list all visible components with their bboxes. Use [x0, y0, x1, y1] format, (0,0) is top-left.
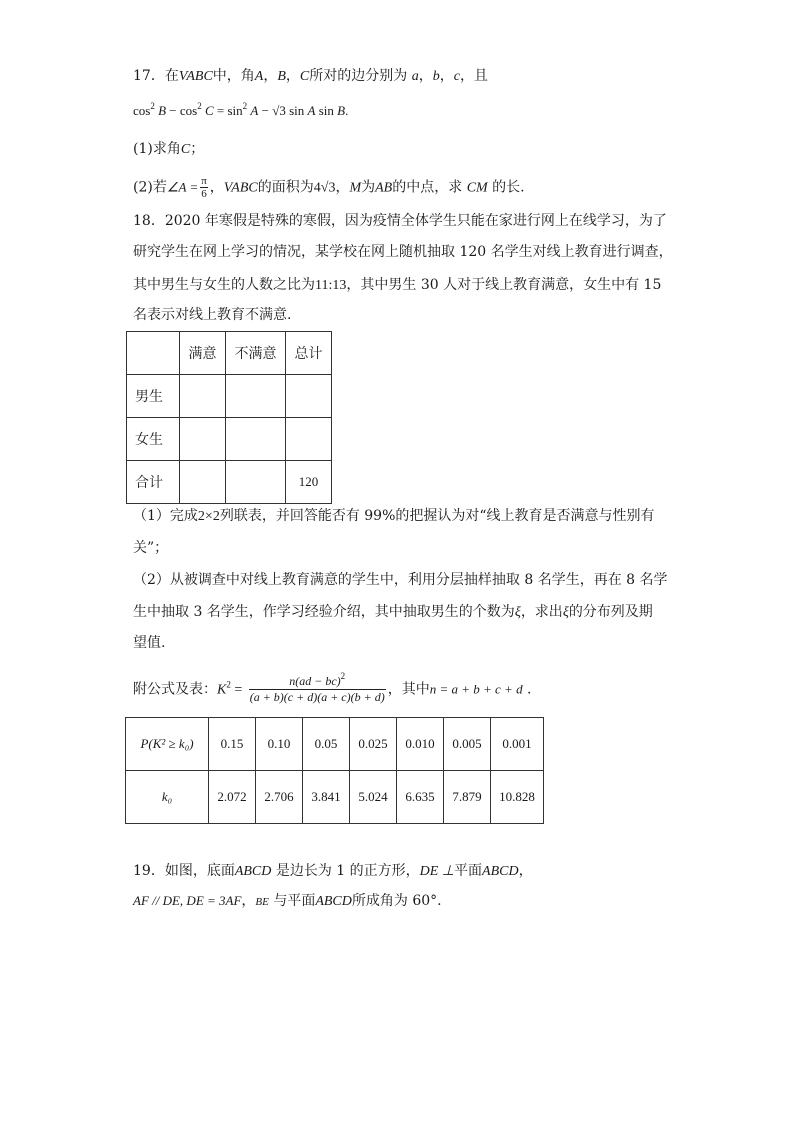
table-cell [127, 332, 180, 375]
row-label: k₀ [126, 771, 209, 824]
table-cell: 合计 [127, 461, 180, 504]
q18-part1-line1: （1）完成2×2列联表，并回答能否有 99%的把握认为对“线上教育是否满意与性别有 [133, 508, 655, 524]
table-cell: 0.010 [397, 718, 444, 771]
contingency-table [126, 331, 332, 504]
table-header: 不满意 [226, 332, 286, 375]
table-row [127, 461, 332, 504]
table-row [127, 375, 332, 418]
table-cell: 0.001 [491, 718, 544, 771]
table-cell [286, 375, 332, 418]
table-cell: 5.024 [350, 771, 397, 824]
table-cell [286, 418, 332, 461]
k-squared-fraction [249, 671, 386, 705]
q18-line4: 名表示对线上教育不满意. [133, 307, 292, 323]
q18-part2-line1: （2）从被调查中对线上教育满意的学生中，利用分层抽样抽取 8 名学生，再在 8 名学 [133, 572, 668, 588]
table-row [127, 418, 332, 461]
q18-line1: 18．2020 年寒假是特殊的寒假，因为疫情全体学生只能在家进行网上在线学习，为了 [133, 213, 667, 229]
pi-over-six-fraction: $\frac{\pi}{6}$ [201, 175, 207, 200]
q18-part2-line3: 望值. [133, 635, 166, 651]
table-cell: 0.025 [350, 718, 397, 771]
table-cell: 女生 [127, 418, 180, 461]
table-cell [226, 418, 286, 461]
q17-part1: (1)求角C； [133, 141, 205, 157]
table-cell: 男生 [127, 375, 180, 418]
q17-stem: 17．在VABC中，角A，B，C所对的边分别为 a，b，c，且 [133, 68, 488, 84]
formula-line: 附公式及表：$K^2$ = $\frac{n(ad - bc)^2}{(a + b)(c + d)(a + c)(b + d)}$ ，其中n = a + b + c + d . [133, 671, 532, 704]
q18-line2: 研究学生在网上学习的情况，某学校在网上随机抽取 120 名学生对线上教育进行调查， [133, 244, 673, 260]
table-cell [180, 418, 226, 461]
q18-part1-line2: 关”； [133, 540, 169, 556]
fraction-denominator: (a + b)(c + d)(a + c)(b + d) [249, 690, 385, 704]
table-cell: 10.828 [491, 771, 544, 824]
table-cell: 120 [286, 461, 332, 504]
table-cell: 2.072 [209, 771, 256, 824]
table-header-row [127, 332, 332, 375]
table-cell: 0.10 [256, 718, 303, 771]
q17-equation: $\cos^2 B - \cos^2 C = \sin^2 A - √3$ sin A sin B. [133, 101, 349, 118]
table-row [126, 771, 544, 824]
table-cell [226, 461, 286, 504]
table-cell: 6.635 [397, 771, 444, 824]
table-cell: 3.841 [303, 771, 350, 824]
table-cell: 2.706 [256, 771, 303, 824]
fraction-numerator: n(ad − bc)$^2$ [249, 674, 386, 690]
q19-line2: AF // DE, DE = 3AF，BE 与平面ABCD所成角为 60°. [133, 893, 442, 909]
table-cell: 7.879 [444, 771, 491, 824]
table-cell [180, 375, 226, 418]
q18-part2-line2: 生中抽取 3 名学生，作学习经验介绍，其中抽取男生的个数为ξ，求出ξ的分布列及期 [133, 604, 653, 620]
table-cell: 0.05 [303, 718, 350, 771]
table-cell: 0.15 [209, 718, 256, 771]
q18-line3: 其中男生与女生的人数之比为11:13，其中男生 30 人对于线上教育满意，女生中有 15 [133, 277, 662, 293]
table-header: 总计 [286, 332, 332, 375]
q17-part2: (2)若∠A = $\frac{\pi}{6}$ ，VABC的面积为4√3，M为AB的中点，求 CM 的长. [133, 175, 525, 200]
table-cell [180, 461, 226, 504]
table-cell [226, 375, 286, 418]
table-cell: 0.005 [444, 718, 491, 771]
table-header: 满意 [180, 332, 226, 375]
q19-line1: 19．如图，底面ABCD 是边长为 1 的正方形，DE ⊥平面ABCD， [133, 863, 533, 879]
table-row [126, 718, 544, 771]
row-label: P(K² ≥ k₀) [126, 718, 209, 771]
critical-value-table [125, 717, 544, 824]
